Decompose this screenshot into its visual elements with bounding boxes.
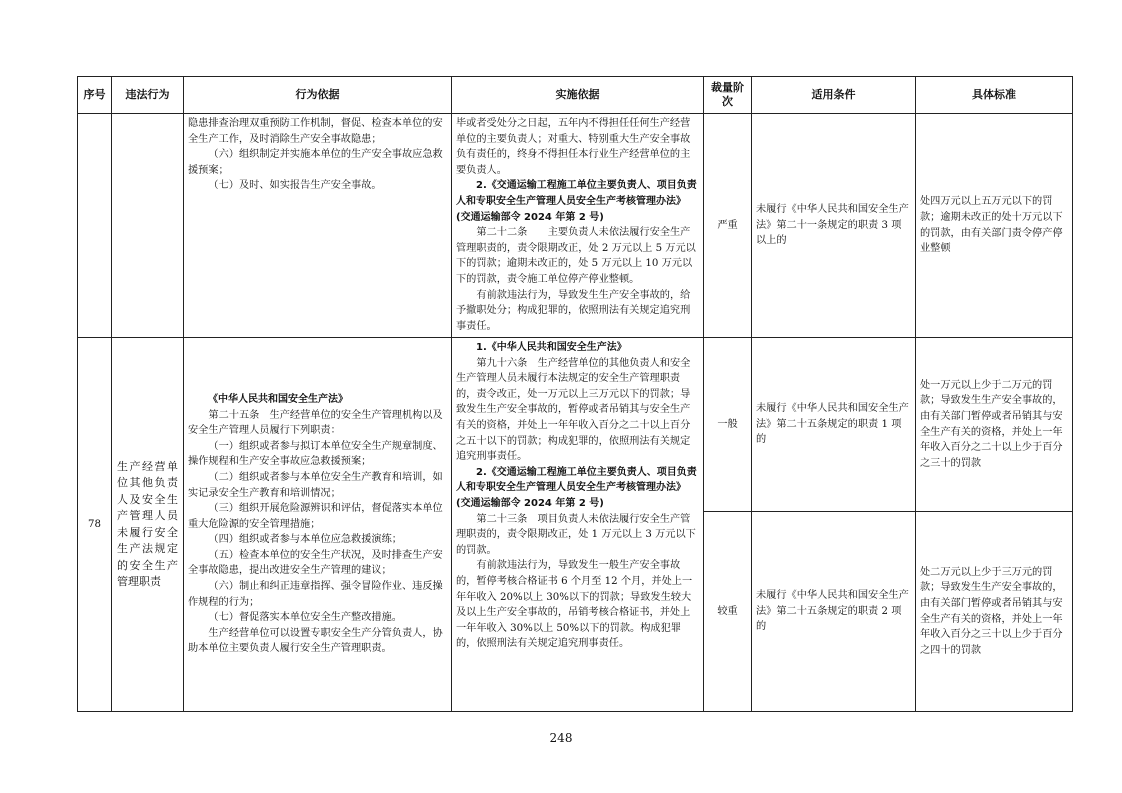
cell-condition: 未履行《中华人民共和国安全生产法》第二十五条规定的职责 1 项的 [752,338,916,512]
impl-article: 第二十三条 项目负责人未依法履行安全生产管理职责的，责令限期改正，处 1 万元以上 3 万元以下的罚款。 [456,513,696,556]
header-seq: 序号 [78,77,112,114]
basis-law-title: 《中华人民共和国安全生产法》 [208,393,348,405]
impl-law-title: 2.《交通运输工程施工单位主要负责人、项目负责人和专职安全生产管理人员安全生产考核管理办法》(交通运输部令 2024 年第 2 号) [456,180,697,223]
cell-seq: 78 [78,338,112,712]
page-number: 248 [549,731,573,745]
cell-basis [184,114,452,338]
cell-level: 较重 [704,512,752,712]
header-impl: 实施依据 [452,77,704,114]
header-condition: 适用条件 [752,77,916,114]
impl-article: 第二十二条 主要负责人未依法履行安全生产管理职责的，责令限期改正，处 2 万元以上 5 万元以下的罚款；逾期未改正的，处 5 万元以上 10 万元以下的罚款，责令施工单位停产停业整顿。 [456,227,696,285]
cell-condition: 未履行《中华人民共和国安全生产法》第二十一条规定的职责 3 项以上的 [752,114,916,338]
cell-level: 严重 [704,114,752,338]
table-row [78,114,1073,338]
header-level: 裁量阶次 [704,77,752,114]
header-violation: 违法行为 [112,77,184,114]
cell-basis [184,338,452,712]
basis-line: （五）检查本单位的安全生产状况，及时排查生产安全事故隐患，提出改进安全生产管理的建议； [188,549,443,577]
cell-violation: 生产经营单位其他负责人及安全生产管理人员未履行安全生产法规定的安全生产管理职责 [112,338,184,712]
cell-standard: 处一万元以上少于二万元的罚款；导致发生生产安全事故的，由有关部门暂停或者吊销其与安全生产有关的资格，并处上一年年收入百分之二十以上少于百分之三十的罚款 [916,338,1073,512]
basis-line: （二）组织或者参与本单位安全生产教育和培训，如实记录安全生产教育和培训情况； [188,471,443,499]
basis-line: （七）督促落实本单位安全生产整改措施。 [208,612,402,624]
cell-impl [452,114,704,338]
impl-law-title: 2.《交通运输工程施工单位主要负责人、项目负责人和专职安全生产管理人员安全生产考核管理办法》(交通运输部令 2024 年第 2 号) [456,466,697,509]
basis-line: （六）组织制定并实施本单位的生产安全事故应急救援预案； [188,149,443,176]
cell-condition: 未履行《中华人民共和国安全生产法》第二十五条规定的职责 2 项的 [752,512,916,712]
cell-level: 一般 [704,338,752,512]
header-standard: 具体标准 [916,77,1073,114]
cell-seq [78,114,112,338]
basis-line: 隐患排查治理双重预防工作机制，督促、检查本单位的安全生产工作，及时消除生产安全事故隐患； [188,118,443,145]
impl-text: 有前款违法行为，导致发生生产安全事故的，给予撤职处分；构成犯罪的，依照刑法有关规定追究刑事责任。 [456,289,691,332]
table-row [78,338,1073,512]
impl-law-title: 1.《中华人民共和国安全生产法》 [476,342,627,353]
impl-text: 毕或者受处分之日起，五年内不得担任任何生产经营单位的主要负责人；对重大、特别重大生产安全事故负有责任的，终身不得担任本行业生产经营单位的主要负责人。 [456,118,691,176]
basis-line: 生产经营单位可以设置专职安全生产分管负责人，协助本单位主要负责人履行安全生产管理职责。 [188,627,443,655]
basis-line: 第二十五条 生产经营单位的安全生产管理机构以及安全生产管理人员履行下列职责： [188,409,443,437]
basis-line: （六）制止和纠正违章指挥、强令冒险作业、违反操作规程的行为； [188,581,443,608]
impl-article: 第九十六条 生产经营单位的其他负责人和安全生产管理人员未履行本法规定的安全生产管理职责的，责令改正，处一万元以上三万元以下的罚款；导致发生生产安全事故的，暂停或者吊销其与安全生产有关的资格，并处上一年年收入百分之二十以上百分之五十以下的罚款；构成犯罪的，依照刑法有关规定追究刑事责任。 [456,357,691,463]
basis-line: （四）组织或者参与本单位应急救援演练； [208,534,402,546]
table-header-row [78,77,1073,114]
cell-standard: 处二万元以上少于三万元的罚款；导致发生生产安全事故的，由有关部门暂停或者吊销其与安全生产有关的资格，并处上一年年收入百分之三十以上少于百分之四十的罚款 [916,512,1073,712]
header-basis: 行为依据 [184,77,452,114]
basis-line: （七）及时、如实报告生产安全事故。 [208,180,382,192]
cell-standard: 处四万元以上五万元以下的罚款；逾期未改正的处十万元以下的罚款，由有关部门责令停产停业整顿 [916,114,1073,338]
basis-line: （三）组织开展危险源辨识和评估，督促落实本单位重大危险源的安全管理措施； [188,503,443,530]
cell-violation [112,114,184,338]
basis-line: （一）组织或者参与拟订本单位安全生产规章制度、操作规程和生产安全事故应急救援预案； [188,440,443,468]
penalty-table [77,76,1073,712]
cell-impl [452,338,704,712]
impl-text: 有前款违法行为，导致发生一般生产安全事故的，暂停考核合格证书 6 个月至 12 个月，并处上一年年收入 20%以上 30%以下的罚款；导致发生较大及以上生产安全事故的，吊销考核合格证书，并处上一年年收入 30%以上 50%以下的罚款。构成犯罪的，依照刑法有关规定追究刑事责任。 [456,560,693,650]
